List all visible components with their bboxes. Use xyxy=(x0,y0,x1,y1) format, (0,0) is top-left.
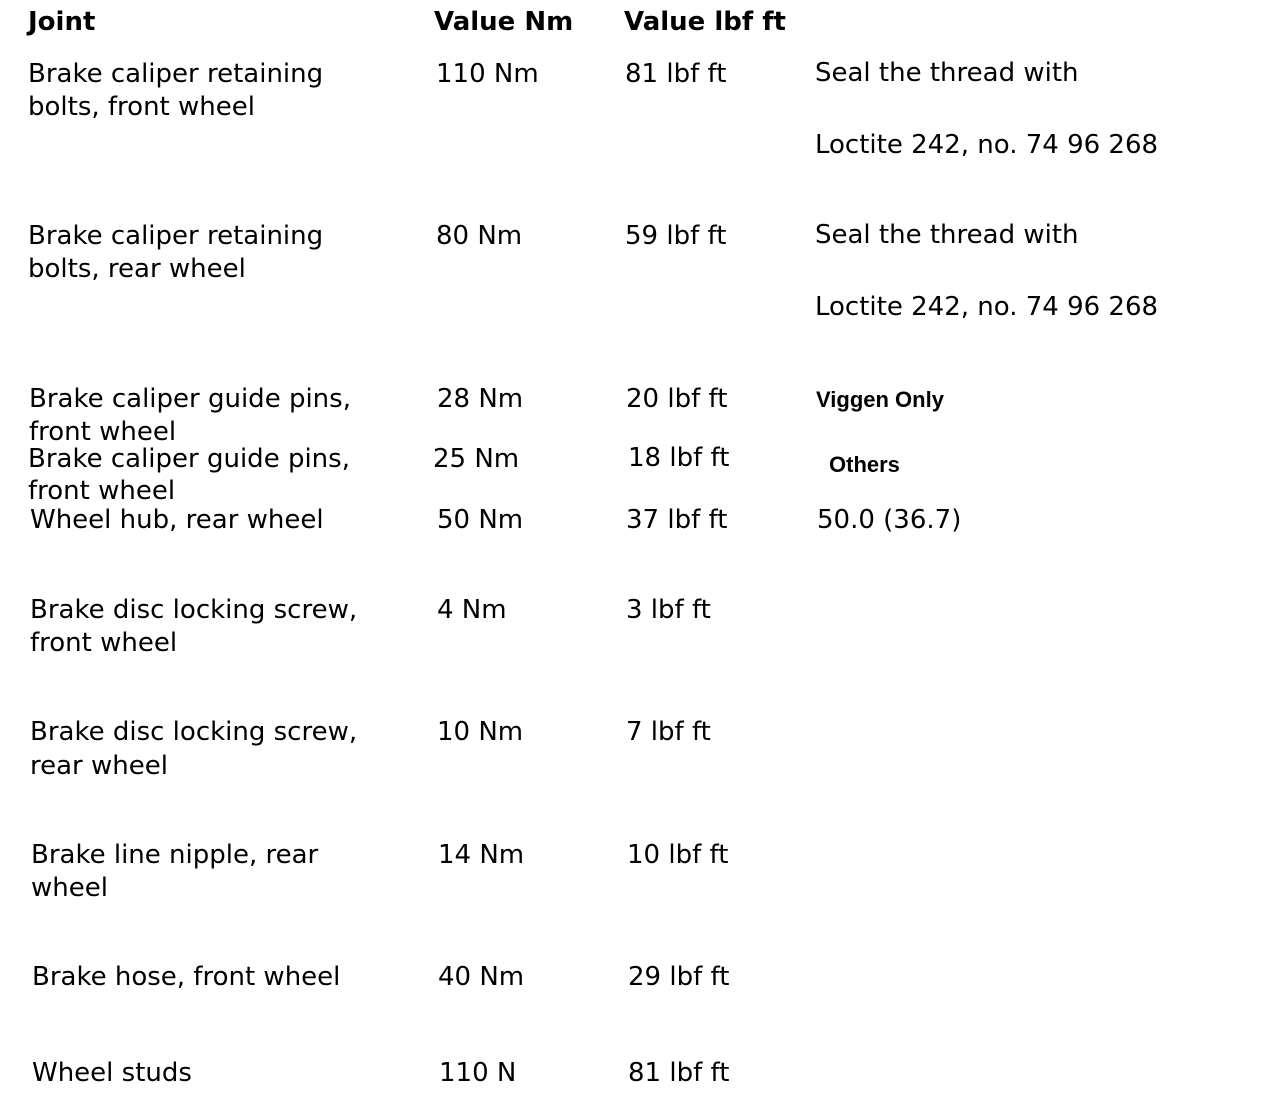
joint-line: Wheel studs xyxy=(32,1058,192,1088)
note-line: Seal the thread with xyxy=(815,220,1079,250)
joint-line: Brake caliper guide pins, xyxy=(28,444,350,474)
value-lbf: 3 lbf ft xyxy=(626,595,711,625)
value-nm: 50 Nm xyxy=(437,505,524,535)
joint-line: wheel xyxy=(31,873,108,903)
value-lbf: 18 lbf ft xyxy=(628,443,730,473)
value-nm: 110 N xyxy=(439,1058,517,1088)
joint-line: Brake caliper guide pins, xyxy=(29,384,351,414)
joint-line: front wheel xyxy=(30,628,178,658)
joint-line: Brake line nipple, rear xyxy=(31,840,319,870)
note-line: Seal the thread with xyxy=(815,58,1079,88)
value-lbf: 59 lbf ft xyxy=(625,221,727,251)
value-nm: 28 Nm xyxy=(437,384,524,414)
value-lbf: 7 lbf ft xyxy=(626,717,711,747)
value-nm: 4 Nm xyxy=(437,595,507,625)
note-line: 50.0 (36.7) xyxy=(817,505,962,535)
joint-line: Wheel hub, rear wheel xyxy=(30,505,324,535)
joint-line: Brake disc locking screw, xyxy=(30,717,358,747)
joint-line: Brake caliper retaining xyxy=(28,221,324,251)
value-lbf: 29 lbf ft xyxy=(628,962,730,992)
joint-line: Brake hose, front wheel xyxy=(32,962,341,992)
value-lbf: 81 lbf ft xyxy=(628,1058,730,1088)
joint-line: front wheel xyxy=(29,417,177,447)
joint-line: Brake disc locking screw, xyxy=(30,595,358,625)
value-nm: 10 Nm xyxy=(437,717,524,747)
value-nm: 40 Nm xyxy=(438,962,525,992)
note-line: Loctite 242, no. 74 96 268 xyxy=(815,292,1159,322)
joint-line: bolts, front wheel xyxy=(28,92,255,122)
joint-line: front wheel xyxy=(28,476,176,506)
value-lbf: 81 lbf ft xyxy=(625,59,727,89)
note-line: Viggen Only xyxy=(816,387,944,412)
value-nm: 80 Nm xyxy=(436,221,523,251)
value-lbf: 10 lbf ft xyxy=(627,840,729,870)
value-nm: 110 Nm xyxy=(436,59,539,89)
joint-line: Brake caliper retaining xyxy=(28,59,324,89)
header-joint: Joint xyxy=(28,7,96,37)
value-lbf: 20 lbf ft xyxy=(626,384,728,414)
joint-line: bolts, rear wheel xyxy=(28,254,246,284)
value-nm: 14 Nm xyxy=(438,840,525,870)
value-nm: 25 Nm xyxy=(433,444,520,474)
note-line: Loctite 242, no. 74 96 268 xyxy=(815,130,1159,160)
joint-line: rear wheel xyxy=(30,751,168,781)
value-lbf: 37 lbf ft xyxy=(626,505,728,535)
header-value-nm: Value Nm xyxy=(434,7,574,37)
header-value-lbf: Value lbf ft xyxy=(624,7,786,37)
note-line: Others xyxy=(829,452,900,477)
